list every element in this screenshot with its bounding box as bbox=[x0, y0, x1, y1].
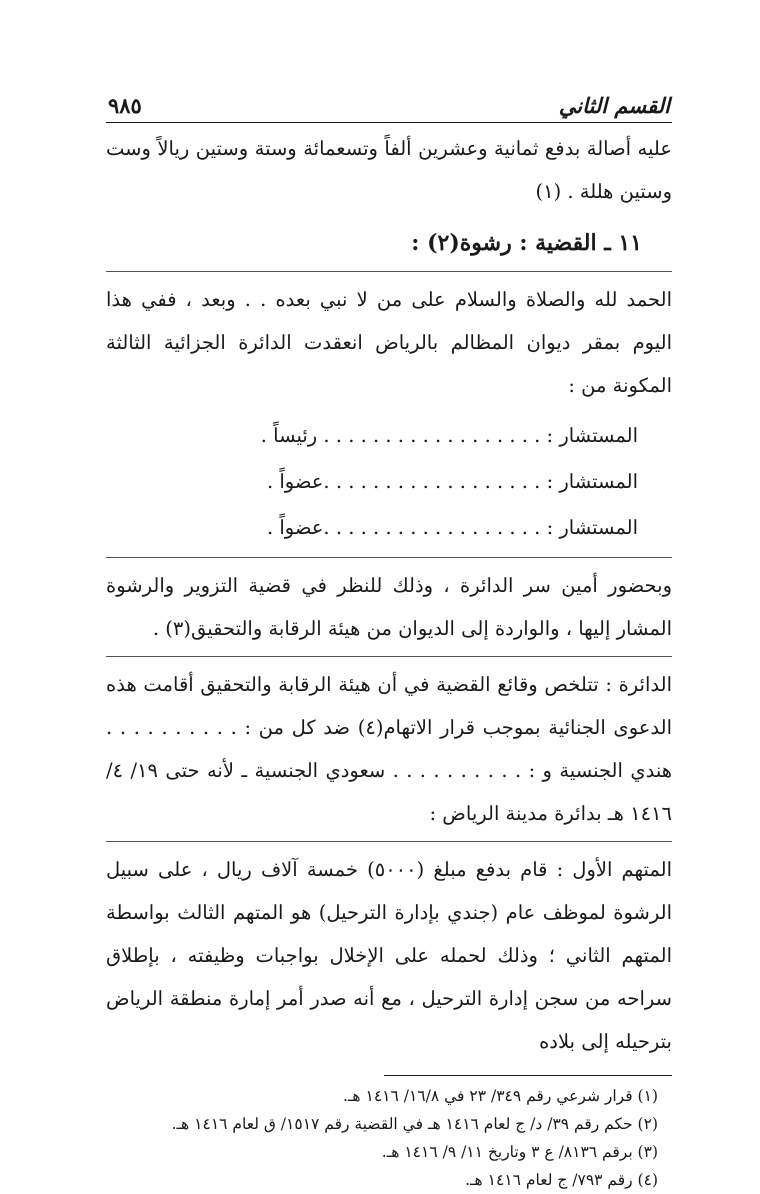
book-page bbox=[106, 84, 672, 1194]
running-head bbox=[106, 84, 672, 123]
section-name: القسم الثاني bbox=[558, 93, 670, 118]
member-chair: المستشار : . . . . . . . . . . . . . . . . . . رئيساً . bbox=[260, 424, 638, 447]
divider bbox=[106, 557, 672, 558]
divider bbox=[106, 271, 672, 272]
footnote-1: (١) قرار شرعي رقم ٣٤٩/ ٢٣ في ١٦/٨/ ١٤١٦ هـ. bbox=[342, 1087, 658, 1105]
member-two: المستشار : . . . . . . . . . . . . . . . . . .عضواً . bbox=[266, 516, 638, 539]
court-members bbox=[106, 413, 672, 551]
footnotes bbox=[171, 1075, 672, 1194]
presence-paragraph: وبحضور أمين سر الدائرة ، وذلك للنظر في قضية التزوير والرشوة المشار إليها ، والواردة إلى الديوان من هيئة الرقابة والتحقيق(٣) . bbox=[106, 574, 672, 640]
footnote-4: (٤) رقم ٧٩٣/ ج لعام ١٤١٦ هـ. bbox=[465, 1171, 658, 1189]
footnote-3: (٣) برقم ٨١٣٦/ ع ٣ وتاريخ ١١/ ٩/ ١٤١٦ هـ. bbox=[381, 1143, 658, 1161]
page-number: ٩٨٥ bbox=[108, 93, 142, 118]
member-one: المستشار : . . . . . . . . . . . . . . . . . .عضواً . bbox=[266, 470, 638, 493]
facts-paragraph: الدائرة : تتلخص وقائع القضية في أن هيئة الرقابة والتحقيق أقامت هذه الدعوى الجنائية بموجب قرار الاتهام(٤) ضد كل من : . . . . . . . . . . هندي الجنسية و : . . . . . . . . . . سعودي الجنسية ـ لأنه حتى ١٩/ ٤/ ١٤١٦ هـ بدائرة مدينة الرياض : bbox=[106, 673, 673, 825]
divider bbox=[106, 656, 672, 657]
footnote-2: (٢) حكم رقم ٣٩/ د/ ج لعام ١٤١٦ هـ في القضية رقم ١٥١٧/ ق لعام ١٤١٦ هـ. bbox=[171, 1115, 658, 1133]
divider bbox=[106, 841, 672, 842]
opening-paragraph: الحمد لله والصلاة والسلام على من لا نبي بعده . . وبعد ، ففي هذا اليوم بمقر ديوان المظالم بالرياض انعقدت الدائرة الجزائية الثالثة المكونة من : bbox=[106, 288, 672, 397]
intro-paragraph: عليه أصالة بدفع ثمانية وعشرين ألفاً وتسعمائة وستة وستين ريالاً وست وستين هللة . (١) bbox=[106, 137, 672, 203]
first-accused-paragraph: المتهم الأول : قام بدفع مبلغ (٥٠٠٠) خمسة آلاف ريال ، على سبيل الرشوة لموظف عام (جندي بإدارة الترحيل) هو المتهم الثالث بواسطة المتهم الثاني ؛ وذلك لحمله على الإخلال بواجبات وظيفته ، بإطلاق سراحه من سجن إدارة الترحيل ، مع أنه صدر أمر إمارة منطقة الرياض بترحيله إلى بلاده bbox=[106, 858, 673, 1053]
case-heading: ١١ ـ القضية : رشوة(٢) : bbox=[411, 230, 642, 256]
